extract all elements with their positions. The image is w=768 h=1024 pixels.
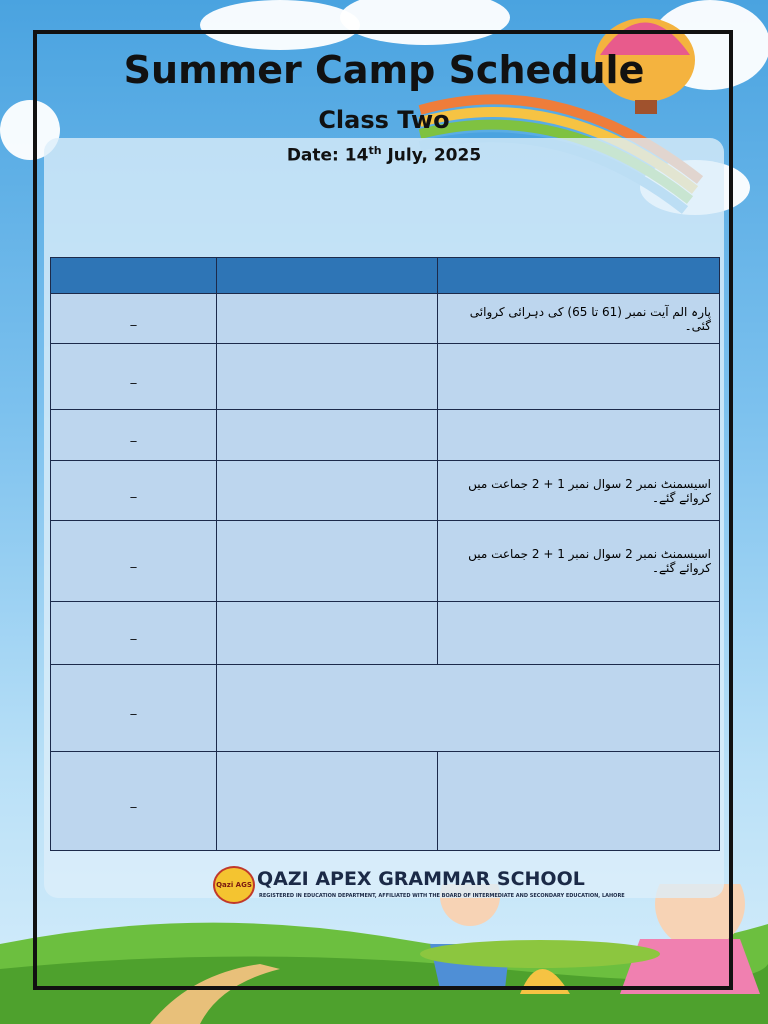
table-cell: _	[51, 752, 217, 851]
table-row	[51, 602, 720, 665]
table-cell: _	[51, 461, 217, 521]
table-merged-cell	[217, 665, 720, 752]
schedule-date: Date: 14th July, 2025	[286, 144, 482, 166]
table-row	[51, 521, 720, 602]
table-cell	[217, 602, 438, 665]
school-name: QAZI APEX GRAMMAR SCHOOL	[257, 868, 585, 890]
table-row	[51, 752, 720, 851]
table-cell	[438, 344, 720, 410]
page-title: Summer Camp Schedule	[123, 48, 645, 92]
table-cell: اسیسمنٹ نمبر 2 سوال نمبر 1 + 2 جماعت میں کروائے گئے۔	[438, 461, 720, 521]
school-tagline: REGISTERED IN EDUCATION DEPARTMENT, AFFILIATED WITH THE BOARD OF INTERMEDIATE AND SECONDARY EDUCATION, LAHORE	[259, 893, 625, 899]
table-cell: _	[51, 344, 217, 410]
table-cell: _	[51, 410, 217, 461]
table-cell: اسیسمنٹ نمبر 2 سوال نمبر 1 + 2 جماعت میں کروائے گئے۔	[438, 521, 720, 602]
table-row	[51, 344, 720, 410]
table-cell	[217, 410, 438, 461]
table-row	[51, 294, 720, 344]
table-cell	[217, 752, 438, 851]
table-cell: _	[51, 602, 217, 665]
table-cell	[217, 521, 438, 602]
table-header-cell	[438, 258, 720, 294]
table-cell	[217, 294, 438, 344]
school-logo	[213, 866, 625, 906]
table-row	[51, 410, 720, 461]
table-cell: _	[51, 294, 217, 344]
table-cell	[217, 461, 438, 521]
table-header-cell	[217, 258, 438, 294]
table-cell	[438, 752, 720, 851]
table-row	[51, 461, 720, 521]
table-row	[51, 665, 720, 752]
table-header-cell	[51, 258, 217, 294]
table-cell: پارہ الم آیت نمبر (61 تا 65) کی دہرائی کروائی گئی۔	[438, 294, 720, 344]
table-cell: _	[51, 521, 217, 602]
school-crest-icon: Qazi AGS	[213, 866, 255, 904]
table-header-row	[51, 258, 720, 294]
table-cell	[438, 602, 720, 665]
table-cell	[217, 344, 438, 410]
class-subtitle: Class Two	[318, 106, 450, 134]
schedule-table	[50, 257, 720, 851]
table-cell: _	[51, 665, 217, 752]
table-cell	[438, 410, 720, 461]
